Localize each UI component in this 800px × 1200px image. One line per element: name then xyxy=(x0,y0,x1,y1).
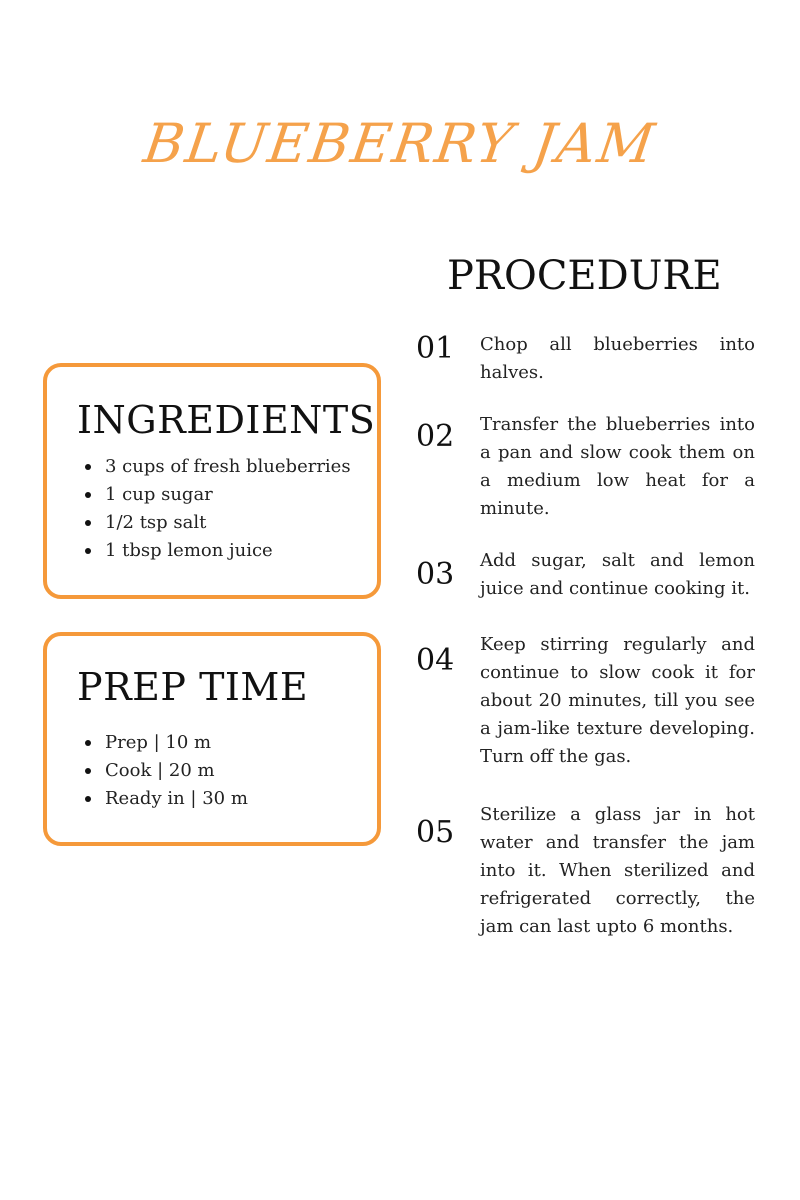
step-text: Keep stirring regularly and continue to slow cook it for about 20 minutes, till you see a jam-like texture developing. Turn off the gas. xyxy=(480,634,755,767)
bullet-icon xyxy=(85,796,91,802)
list-item xyxy=(105,785,248,813)
prep-time-text: Cook | 20 m xyxy=(105,760,215,781)
prep-time-text: Prep | 10 m xyxy=(105,732,212,753)
bullet-icon xyxy=(85,492,91,498)
bullet-icon xyxy=(85,520,91,526)
step-number: 03 xyxy=(416,557,455,592)
ingredient-text: 3 cups of fresh blueberries xyxy=(105,456,351,477)
step-text: Add sugar, salt and lemon juice and continue cooking it. xyxy=(480,550,755,599)
prep-time-card xyxy=(43,632,381,846)
bullet-icon xyxy=(85,464,91,470)
bullet-icon xyxy=(85,548,91,554)
list-item xyxy=(105,509,351,537)
ingredient-text: 1/2 tsp salt xyxy=(105,512,207,533)
prep-time-heading: PREP TIME xyxy=(77,665,309,709)
recipe-title: BLUEBERRY JAM xyxy=(140,112,660,175)
list-item xyxy=(105,537,351,565)
list-item xyxy=(105,757,248,785)
list-item xyxy=(105,729,248,757)
ingredients-heading: INGREDIENTS xyxy=(77,398,376,442)
step-number: 05 xyxy=(416,815,455,850)
step-text: Sterilize a glass jar in hot water and transfer the jam into it. When sterilized and refrigerated correctly, the jam can last upto 6 months. xyxy=(480,804,755,937)
step-number: 01 xyxy=(416,331,455,366)
ingredients-list xyxy=(77,453,351,565)
step-number: 04 xyxy=(416,643,455,678)
ingredient-text: 1 cup sugar xyxy=(105,484,213,505)
ingredients-card xyxy=(43,363,381,599)
procedure-heading: PROCEDURE xyxy=(447,253,722,299)
bullet-icon xyxy=(85,768,91,774)
prep-time-text: Ready in | 30 m xyxy=(105,788,248,809)
prep-time-list xyxy=(77,729,248,813)
list-item xyxy=(105,453,351,481)
step-number: 02 xyxy=(416,419,455,454)
ingredient-text: 1 tbsp lemon juice xyxy=(105,540,273,561)
step-text: Transfer the blueberries into a pan and slow cook them on a medium low heat for a minute. xyxy=(480,414,755,519)
list-item xyxy=(105,481,351,509)
bullet-icon xyxy=(85,740,91,746)
step-text: Chop all blueberries into halves. xyxy=(480,334,755,383)
